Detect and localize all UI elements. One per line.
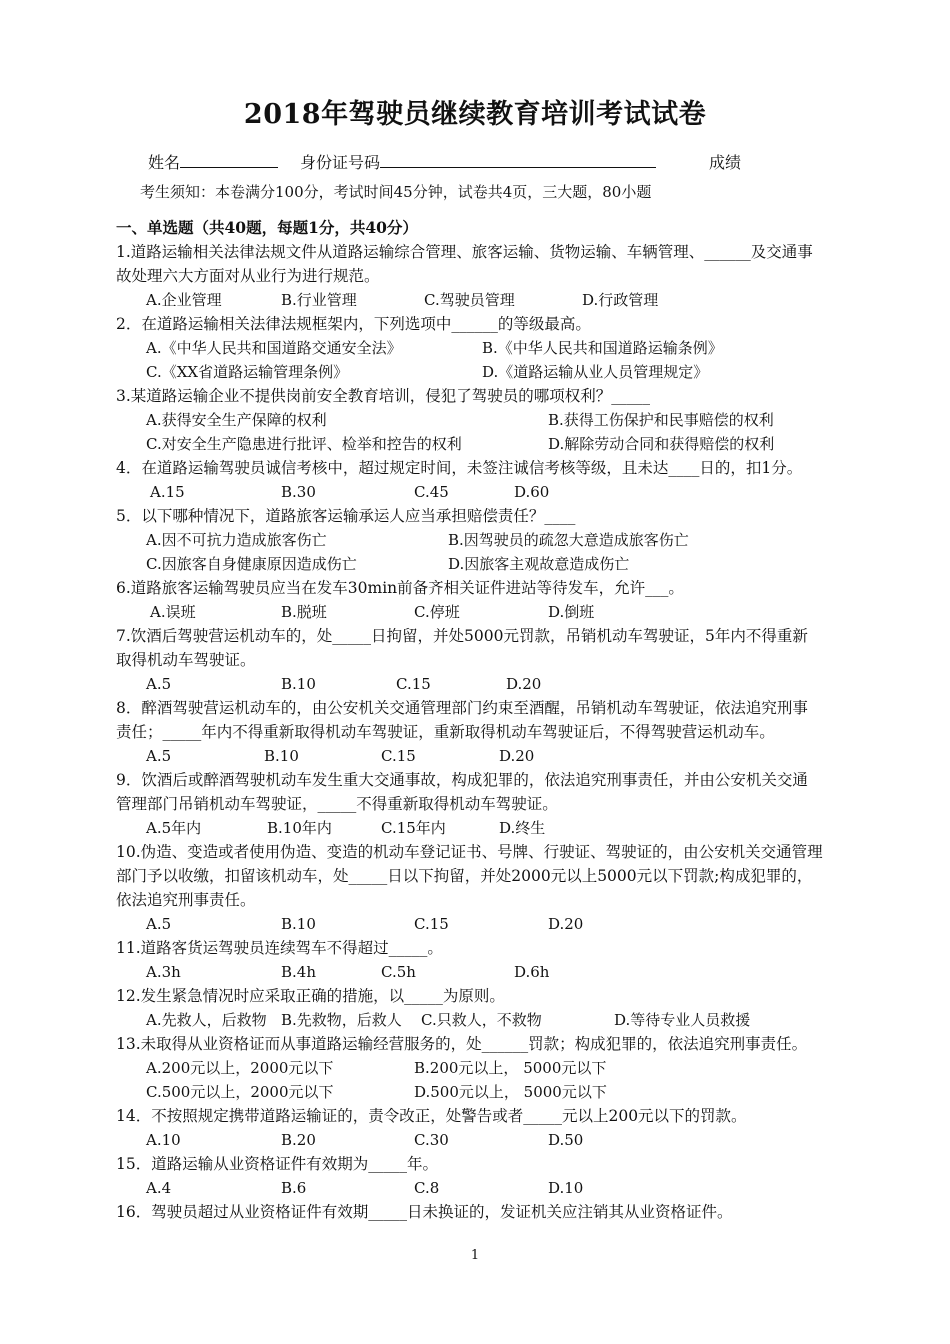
question-2-option[interactable]: D.《道路运输从业人员管理规定》 [482, 363, 709, 381]
question-11-option[interactable]: A.3h [146, 963, 181, 981]
id-blank[interactable] [380, 152, 656, 168]
page-number: 1 [470, 1248, 480, 1263]
question-1-option[interactable]: B.行业管理 [281, 291, 357, 309]
question-2-option[interactable]: B.《中华人民共和国道路运输条例》 [482, 339, 723, 357]
question-4-option[interactable]: A.15 [150, 483, 185, 501]
question-1-text: 1.道路运输相关法律法规文件从道路运输综合管理、旅客运输、货物运输、车辆管理、______及交通事 [116, 243, 813, 261]
question-5-option[interactable]: D.因旅客主观故意造成伤亡 [448, 555, 630, 573]
question-5-text: 5．以下哪种情况下，道路旅客运输承运人应当承担赔偿责任？____ [116, 507, 576, 525]
question-15-option[interactable]: B.6 [281, 1179, 307, 1197]
question-9-option[interactable]: B.10年内 [267, 819, 332, 837]
question-13-option[interactable]: D.500元以上， 5000元以下 [414, 1083, 607, 1101]
question-11-option[interactable]: B.4h [281, 963, 316, 981]
score-label: 成绩 [709, 153, 742, 172]
question-2-option[interactable]: A.《中华人民共和国道路交通安全法》 [146, 339, 402, 357]
question-13-option[interactable]: C.500元以上，2000元以下 [146, 1083, 334, 1101]
question-14-text: 14．不按照规定携带道路运输证的，责令改正，处警告或者_____元以上200元以下的罚款。 [116, 1107, 747, 1125]
question-4-option[interactable]: C.45 [414, 483, 449, 501]
question-8-text: 8．醉酒驾驶营运机动车的，由公安机关交通管理部门约束至酒醒，吊销机动车驾驶证，依法追究刑事 [116, 699, 808, 717]
question-13-option[interactable]: A.200元以上，2000元以下 [146, 1059, 334, 1077]
exam-title: 2018年驾驶员继续教育培训考试试卷 [243, 99, 707, 130]
id-label: 身份证号码 [300, 153, 381, 172]
question-10-option[interactable]: C.15 [414, 915, 449, 933]
question-3-option[interactable]: A.获得安全生产保障的权利 [146, 411, 327, 429]
question-8-option[interactable]: B.10 [264, 747, 299, 765]
question-4-option[interactable]: D.60 [514, 483, 550, 501]
question-10-option[interactable]: B.10 [281, 915, 316, 933]
question-6-option[interactable]: C.停班 [414, 603, 460, 621]
question-1-text: 故处理六大方面对从业行为进行规范。 [116, 267, 380, 285]
question-9-option[interactable]: D.终生 [499, 819, 546, 837]
question-4-option[interactable]: B.30 [281, 483, 316, 501]
question-15-text: 15．道路运输从业资格证件有效期为_____年。 [116, 1155, 438, 1173]
question-15-option[interactable]: A.4 [146, 1179, 172, 1197]
question-7-option[interactable]: C.15 [396, 675, 431, 693]
question-12-option[interactable]: C.只救人，不救物 [421, 1011, 542, 1029]
question-3-option[interactable]: B.获得工伤保护和民事赔偿的权利 [548, 411, 774, 429]
question-9-option[interactable]: C.15年内 [381, 819, 446, 837]
question-5-option[interactable]: C.因旅客自身健康原因造成伤亡 [146, 555, 357, 573]
question-14-option[interactable]: A.10 [146, 1131, 181, 1149]
question-8-option[interactable]: C.15 [381, 747, 416, 765]
exam-notice: 考生须知：本卷满分100分，考试时间45分钟，试卷共4页，三大题，80小题 [140, 183, 652, 201]
question-3-option[interactable]: C.对安全生产隐患进行批评、检举和控告的权利 [146, 435, 462, 453]
question-12-option[interactable]: D.等待专业人员救援 [614, 1011, 751, 1029]
question-2-option[interactable]: C.《XX省道路运输管理条例》 [146, 363, 349, 381]
question-10-option[interactable]: D.20 [548, 915, 584, 933]
name-label: 姓名 [148, 153, 181, 172]
question-6-option[interactable]: B.脱班 [281, 603, 327, 621]
question-5-option[interactable]: A.因不可抗力造成旅客伤亡 [146, 531, 327, 549]
question-7-option[interactable]: D.20 [506, 675, 542, 693]
question-13-option[interactable]: B.200元以上， 5000元以下 [414, 1059, 607, 1077]
question-4-text: 4．在道路运输驾驶员诚信考核中，超过规定时间，未签注诚信考核等级，且未达____日的，扣1分。 [116, 459, 803, 477]
question-3-text: 3.某道路运输企业不提供岗前安全教育培训，侵犯了驾驶员的哪项权利？_____ [116, 387, 651, 405]
question-8-option[interactable]: A.5 [146, 747, 172, 765]
section-heading: 一、单选题（共40题，每题1分，共40分） [116, 218, 418, 237]
question-11-option[interactable]: C.5h [381, 963, 416, 981]
question-3-option[interactable]: D.解除劳动合同和获得赔偿的权利 [548, 435, 775, 453]
question-9-option[interactable]: A.5年内 [146, 819, 202, 837]
question-7-text: 7.饮酒后驾驶营运机动车的，处_____日拘留，并处5000元罚款，吊销机动车驾驶证，5年内不得重新 [116, 627, 808, 645]
question-6-option[interactable]: D.倒班 [548, 603, 595, 621]
name-field[interactable] [148, 150, 278, 173]
question-10-text: 部门予以收缴，扣留该机动车，处_____日以下拘留，并处2000元以上5000元以下罚款;构成犯罪的， [116, 867, 813, 885]
question-14-option[interactable]: D.50 [548, 1131, 584, 1149]
question-7-option[interactable]: A.5 [146, 675, 172, 693]
question-15-option[interactable]: C.8 [414, 1179, 440, 1197]
question-11-text: 11.道路客货运驾驶员连续驾车不得超过_____。 [116, 939, 443, 957]
question-11-option[interactable]: D.6h [514, 963, 550, 981]
question-14-option[interactable]: B.20 [281, 1131, 316, 1149]
name-blank[interactable] [180, 152, 278, 168]
question-10-text: 依法追究刑事责任。 [116, 891, 256, 909]
question-10-option[interactable]: A.5 [146, 915, 172, 933]
question-1-option[interactable]: D.行政管理 [582, 291, 659, 309]
question-8-text: 责任；_____年内不得重新取得机动车驾驶证，重新取得机动车驾驶证后，不得驾驶营运机动车。 [116, 723, 775, 741]
question-8-option[interactable]: D.20 [499, 747, 535, 765]
question-6-option[interactable]: A.误班 [150, 603, 196, 621]
question-9-text: 管理部门吊销机动车驾驶证，_____不得重新取得机动车驾驶证。 [116, 795, 558, 813]
question-2-text: 2．在道路运输相关法律法规框架内，下列选项中______的等级最高。 [116, 315, 591, 333]
question-5-option[interactable]: B.因驾驶员的疏忽大意造成旅客伤亡 [448, 531, 689, 549]
question-14-option[interactable]: C.30 [414, 1131, 449, 1149]
question-10-text: 10.伪造、变造或者使用伪造、变造的机动车登记证书、号牌、行驶证、驾驶证的，由公安机关交通管理 [116, 843, 823, 861]
question-16-text: 16．驾驶员超过从业资格证件有效期_____日未换证的，发证机关应注销其从业资格证件。 [116, 1203, 733, 1221]
question-1-option[interactable]: C.驾驶员管理 [424, 291, 515, 309]
question-9-text: 9．饮酒后或醉酒驾驶机动车发生重大交通事故，构成犯罪的，依法追究刑事责任，并由公安机关交通 [116, 771, 808, 789]
score-field [709, 150, 741, 173]
question-7-option[interactable]: B.10 [281, 675, 316, 693]
question-12-option[interactable]: A.先救人，后救物 [146, 1011, 267, 1029]
question-12-option[interactable]: B.先救物，后救人 [281, 1011, 402, 1029]
question-13-text: 13.未取得从业资格证而从事道路运输经营服务的，处______罚款；构成犯罪的，依法追究刑事责任。 [116, 1035, 808, 1053]
id-field[interactable] [300, 150, 656, 173]
question-1-option[interactable]: A.企业管理 [146, 291, 222, 309]
question-15-option[interactable]: D.10 [548, 1179, 584, 1197]
question-6-text: 6.道路旅客运输驾驶员应当在发车30min前备齐相关证件进站等待发车，允许___。 [116, 579, 684, 597]
question-12-text: 12.发生紧急情况时应采取正确的措施，以_____为原则。 [116, 987, 505, 1005]
question-7-text: 取得机动车驾驶证。 [116, 651, 256, 669]
